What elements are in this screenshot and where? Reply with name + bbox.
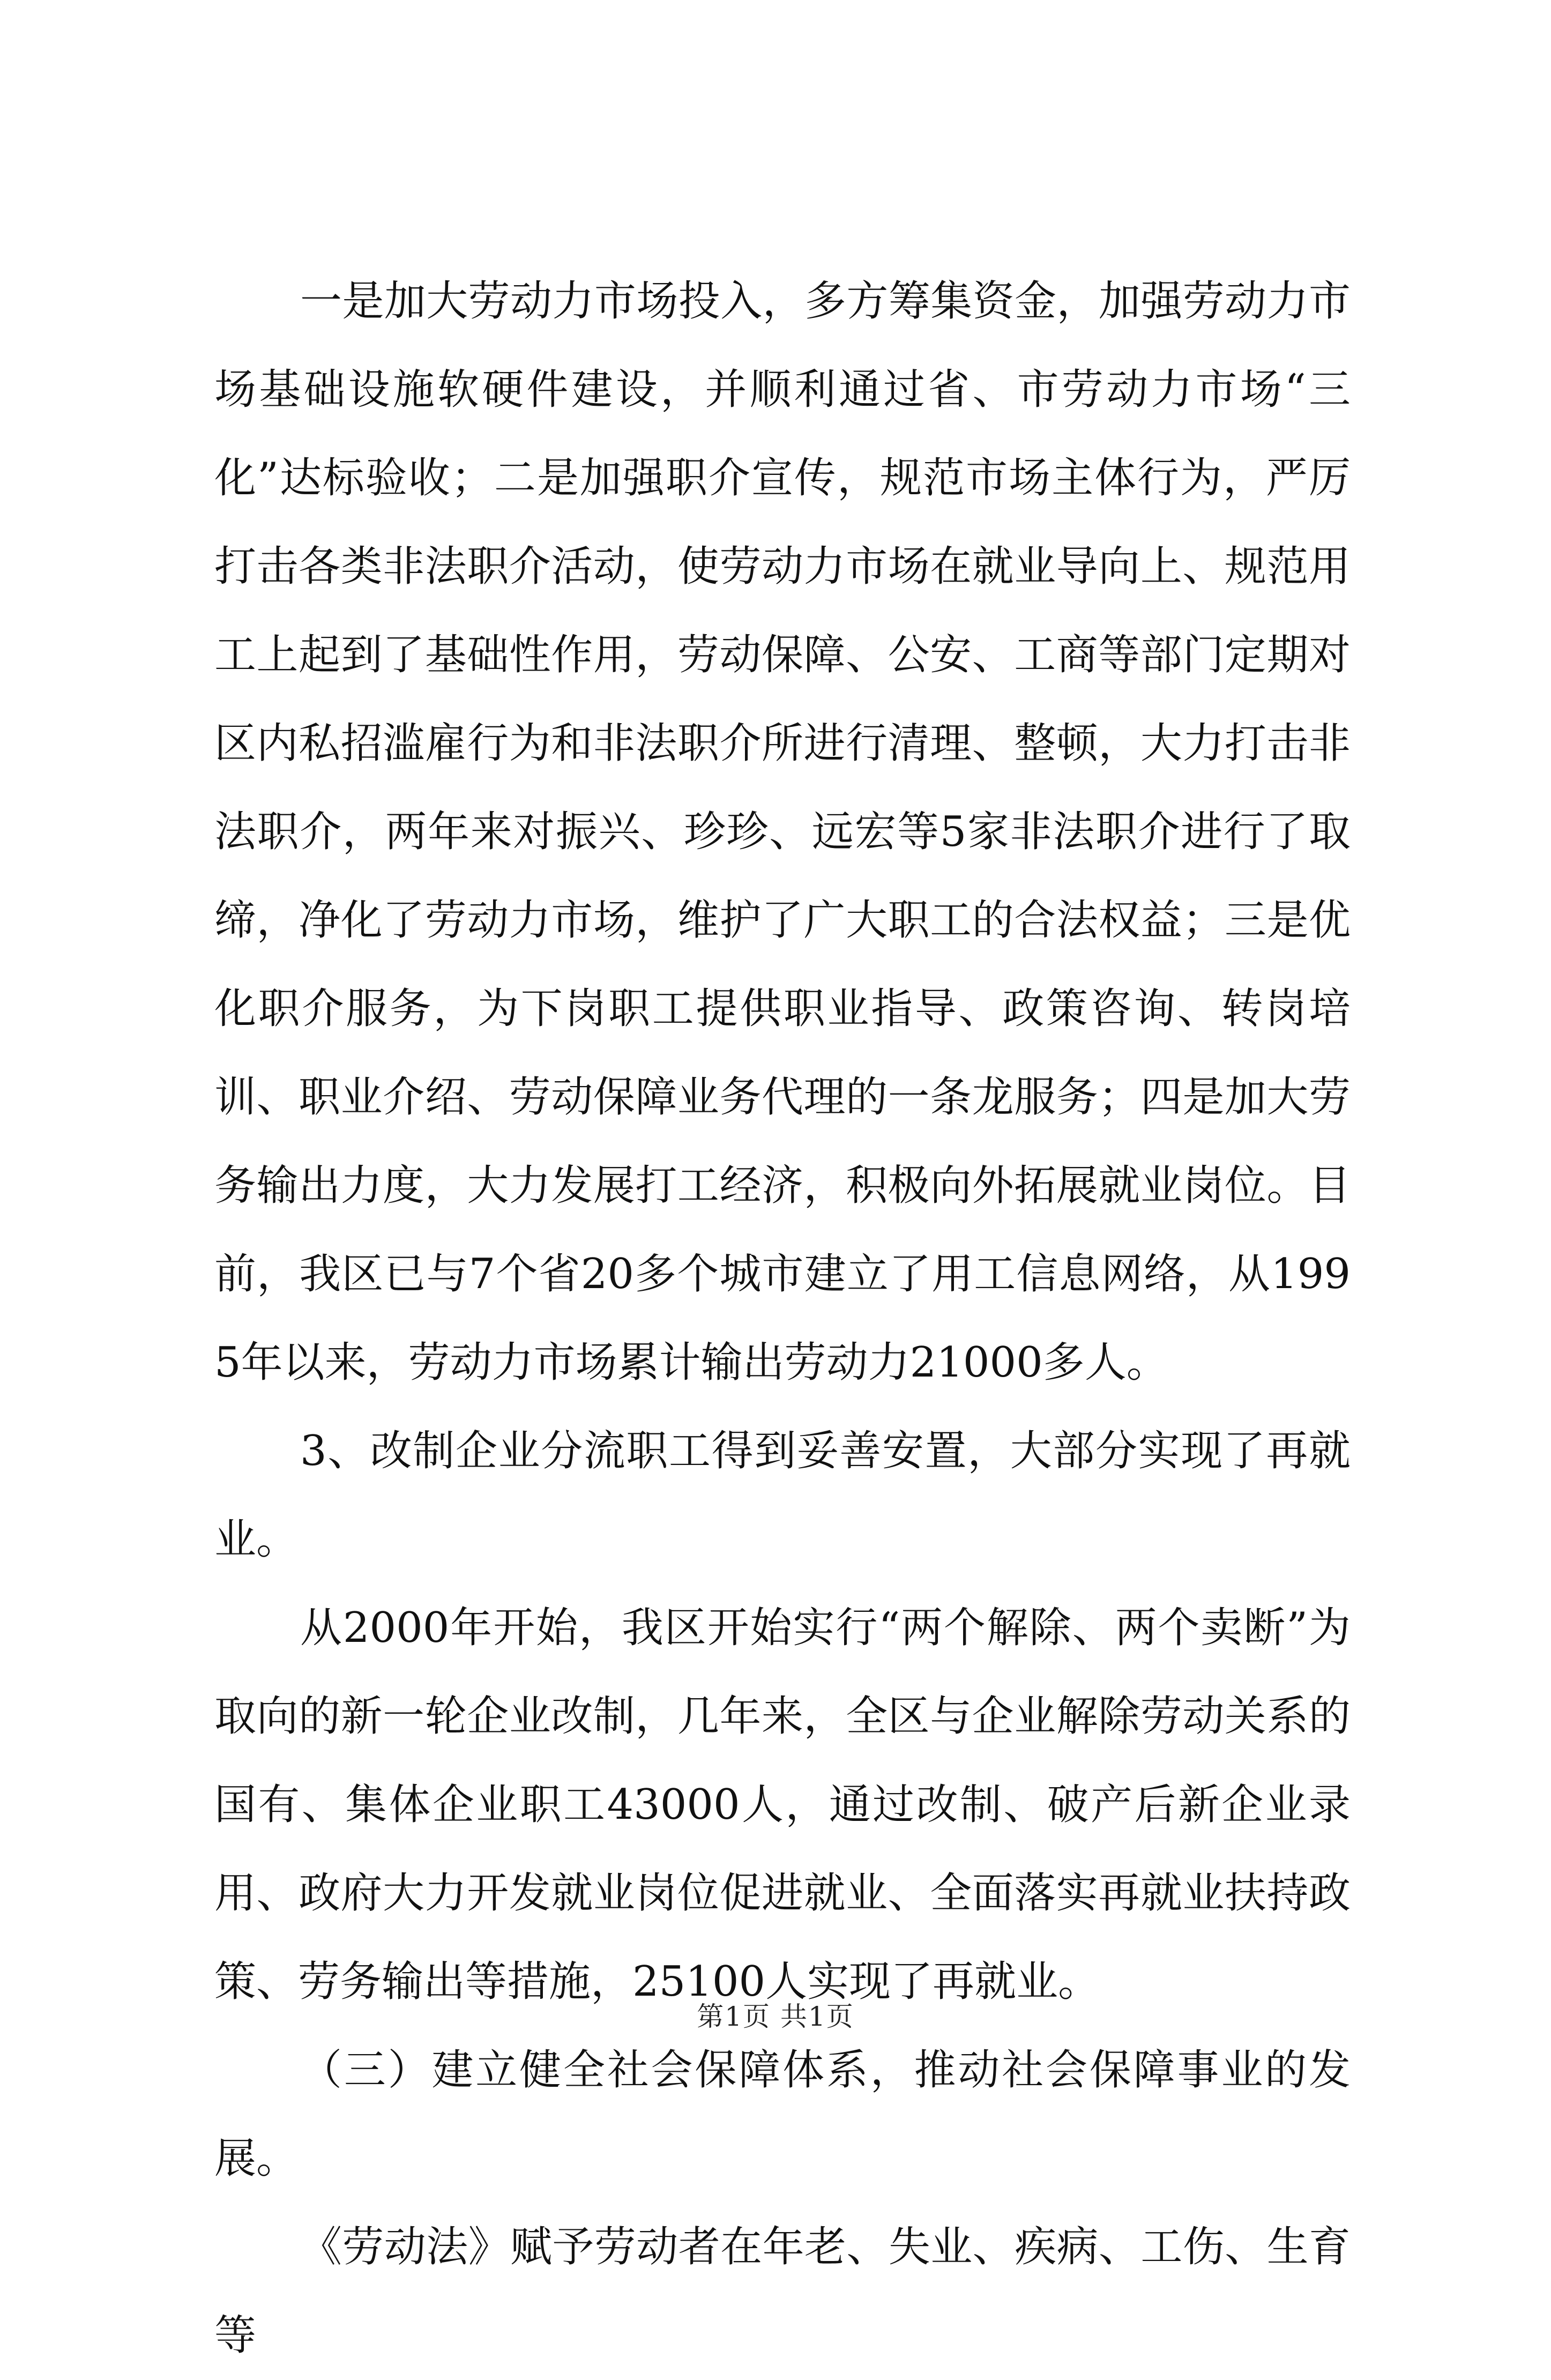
paragraph-section-3-heading: （三）建立健全社会保障体系，推动社会保障事业的发展。 [214, 2046, 1351, 2183]
page-footer: 第1页 共1页 [697, 2001, 854, 2032]
paragraph-enterprise-reform: 从2000年开始，我区开始实行“两个解除、两个卖断”为取向的新一轮企业改制，几年来，全区与企业解除劳动关系的国有、集体企业职工43000人，通过改制、破产后新企业录用、政府大力开发就业岗位促进就业、全面落实再就业扶持政策、劳务输出等措施，25100人实现了再就业。 [214, 1604, 1351, 2006]
paragraph-labor-law: 《劳动法》赋予劳动者在年老、失业、疾病、工伤、生育等 [214, 2223, 1351, 2360]
paragraph-labor-market: 一是加大劳动力市场投入，多方筹集资金，加强劳动力市场基础设施软硬件建设，并顺利通过省、市劳动力市场“三化”达标验收；二是加强职介宣传，规范市场主体行为，严厉打击各类非法职介活动，使劳动力市场在就业导向上、规范用工上起到了基础性作用，劳动保障、公安、工商等部门定期对区内私招滥雇行为和非法职介所进行清理、整顿，大力打击非法职介，两年来对振兴、珍珍、远宏等5家非法职介进行了取缔，净化了劳动力市场，维护了广大职工的合法权益；三是优化职介服务，为下岗职工提供职业指导、政策咨询、转岗培训、职业介绍、劳动保障业务代理的一条龙服务；四是加大劳务输出力度，大力发展打工经济，积极向外拓展就业岗位。目前，我区已与7个省20多个城市建立了用工信息网络，从1995年以来，劳动力市场累计输出劳动力21000多人。 [214, 277, 1351, 1387]
paragraph-item-3-heading: 3、改制企业分流职工得到妥善安置，大部分实现了再就业。 [214, 1427, 1351, 1564]
document-body [214, 257, 1351, 2380]
